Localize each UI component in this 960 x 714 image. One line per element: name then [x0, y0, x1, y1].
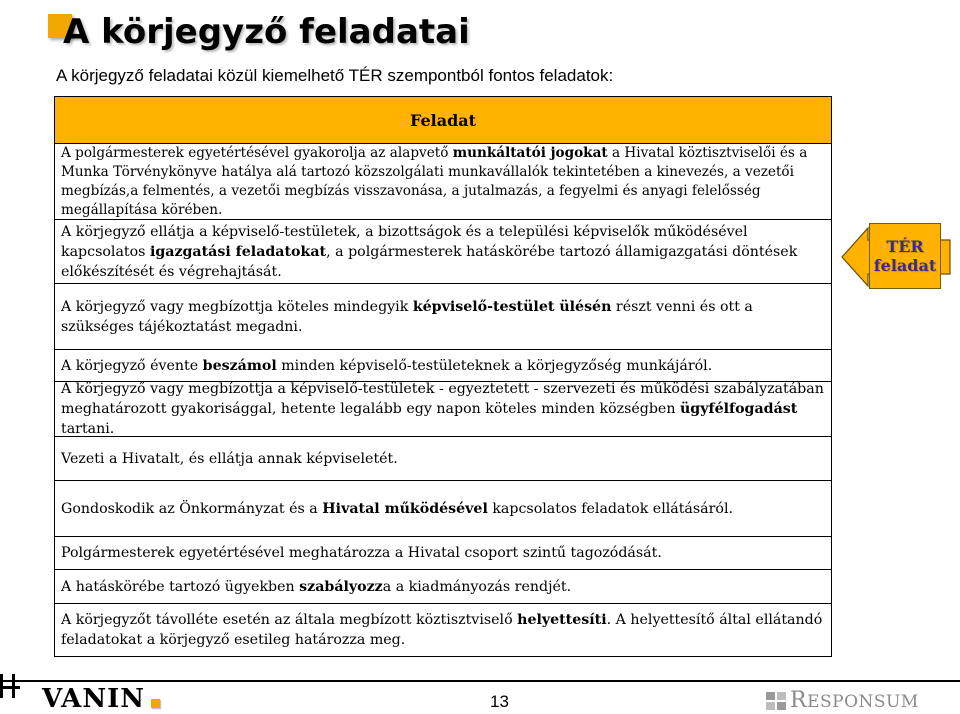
- row-text: [61, 577, 825, 597]
- row-text-segment: Gondoskodik az Önkormányzat és a: [61, 500, 323, 517]
- page-title: A körjegyző feladatai: [63, 12, 470, 52]
- responsum-rest: ESPONSUM: [807, 692, 919, 712]
- row-text: [61, 543, 825, 563]
- row-text-segment: a a kiadmányozás rendjét.: [382, 578, 572, 595]
- row-text: [61, 144, 825, 220]
- table-row: [55, 437, 831, 481]
- table-row: [55, 481, 831, 537]
- responsum-mark-icon: [766, 692, 786, 710]
- row-text: [61, 356, 825, 376]
- responsum-logo: [766, 688, 919, 713]
- table-header: [55, 97, 831, 144]
- responsum-wordmark: [790, 688, 919, 713]
- ter-tag-line1: TÉR: [886, 237, 924, 256]
- page-number: 13: [490, 692, 509, 711]
- row-text: [61, 297, 825, 337]
- table-row: [55, 284, 831, 350]
- row-text-segment: A körjegyző ellátja a képviselő-testületek, a bizottságok és a települési képviselők működésével kapcsolatos: [61, 223, 748, 260]
- table-row: [55, 604, 831, 656]
- table-row: [55, 570, 831, 604]
- row-text-segment: Vezeti a Hivatalt, és ellátja annak képviseletét.: [61, 450, 398, 467]
- vanin-accent-square: [151, 699, 160, 708]
- ter-tag-line2: feladat: [873, 256, 937, 275]
- row-text-segment: A polgármesterek egyetértésével gyakorolja az alapvető: [61, 144, 453, 161]
- row-text-bold: ügyfélfogadást: [679, 401, 798, 417]
- row-text-segment: A körjegyző vagy megbízottja a képviselő-testületek - egyeztetett - szervezeti és működési szabályzatában meghatározott gyakorisággal, hetente legalább egy napon köteles minden községben: [61, 381, 824, 417]
- row-text-segment: A hatáskörébe tartozó ügyekben: [61, 578, 300, 595]
- row-text-bold: helyettesíti: [517, 612, 607, 628]
- row-text-bold: munkáltatói jogokat: [452, 144, 608, 161]
- table-row: [55, 350, 831, 382]
- row-text-segment: minden képviselő-testületeknek a körjegyzőség munkájáról.: [276, 357, 713, 374]
- row-text-bold: szabályozz: [299, 578, 383, 595]
- row-text: [61, 379, 825, 439]
- row-text: [61, 449, 825, 469]
- row-text-segment: . A helyettesítő által ellátandó feladatokat a körjegyző esetileg határozza meg.: [61, 612, 823, 648]
- row-text-segment: A körjegyzőt távolléte esetén az általa megbízott köztisztviselő: [61, 612, 518, 628]
- table-header-label: Feladat: [409, 110, 477, 130]
- row-text-segment: tartani.: [61, 421, 115, 437]
- row-text-segment: részt venni és ott a szükséges tájékoztatást megadni.: [61, 298, 753, 335]
- responsum-initial: R: [790, 688, 808, 713]
- table-row: [55, 144, 831, 220]
- row-text-segment: A körjegyző vagy megbízottja köteles mindegyik: [61, 298, 413, 315]
- footer-corner-mark: [0, 686, 20, 689]
- table-row: [55, 220, 831, 284]
- table-row: [55, 537, 831, 570]
- footer-rule: [0, 680, 960, 682]
- row-text-bold: képviselő-testület ülésén: [412, 298, 612, 315]
- row-text-segment: kapcsolatos feladatok ellátásáról.: [487, 500, 734, 517]
- page-subtitle: A körjegyző feladatai közül kiemelhető TÉR szempontból fontos feladatok:: [56, 66, 614, 85]
- table-row: [55, 382, 831, 437]
- row-text-segment: Polgármesterek egyetértésével meghatározza a Hivatal csoport szintű tagozódását.: [61, 545, 662, 561]
- row-text-segment: , a polgármesterek hatáskörébe tartozó államigazgatási döntések előkészítését és végrehajtását.: [61, 243, 798, 280]
- row-text-bold: igazgatási feladatokat: [149, 243, 327, 260]
- ter-feladat-tag: [869, 223, 941, 289]
- row-text: [61, 499, 825, 519]
- row-text-bold: Hivatal működésével: [322, 500, 488, 517]
- row-text: [61, 610, 825, 650]
- row-text: [61, 222, 825, 282]
- row-text-bold: beszámol: [202, 357, 277, 374]
- row-text-segment: a Hivatal köztisztviselői és a Munka Törvénykönyve hatálya alá tartozó közszolgálati munkavállalók tekintetében a kinevezés, a vezetői megbízás,a felmentés, a vezetői megbízás visszavonása, a jutalmazás, a fegyelmi és anyagi felelősség megállapítása körében.: [61, 144, 808, 218]
- row-text-segment: A körjegyző évente: [61, 357, 203, 374]
- vanin-logo: VANIN: [42, 684, 146, 714]
- task-table: [54, 96, 832, 657]
